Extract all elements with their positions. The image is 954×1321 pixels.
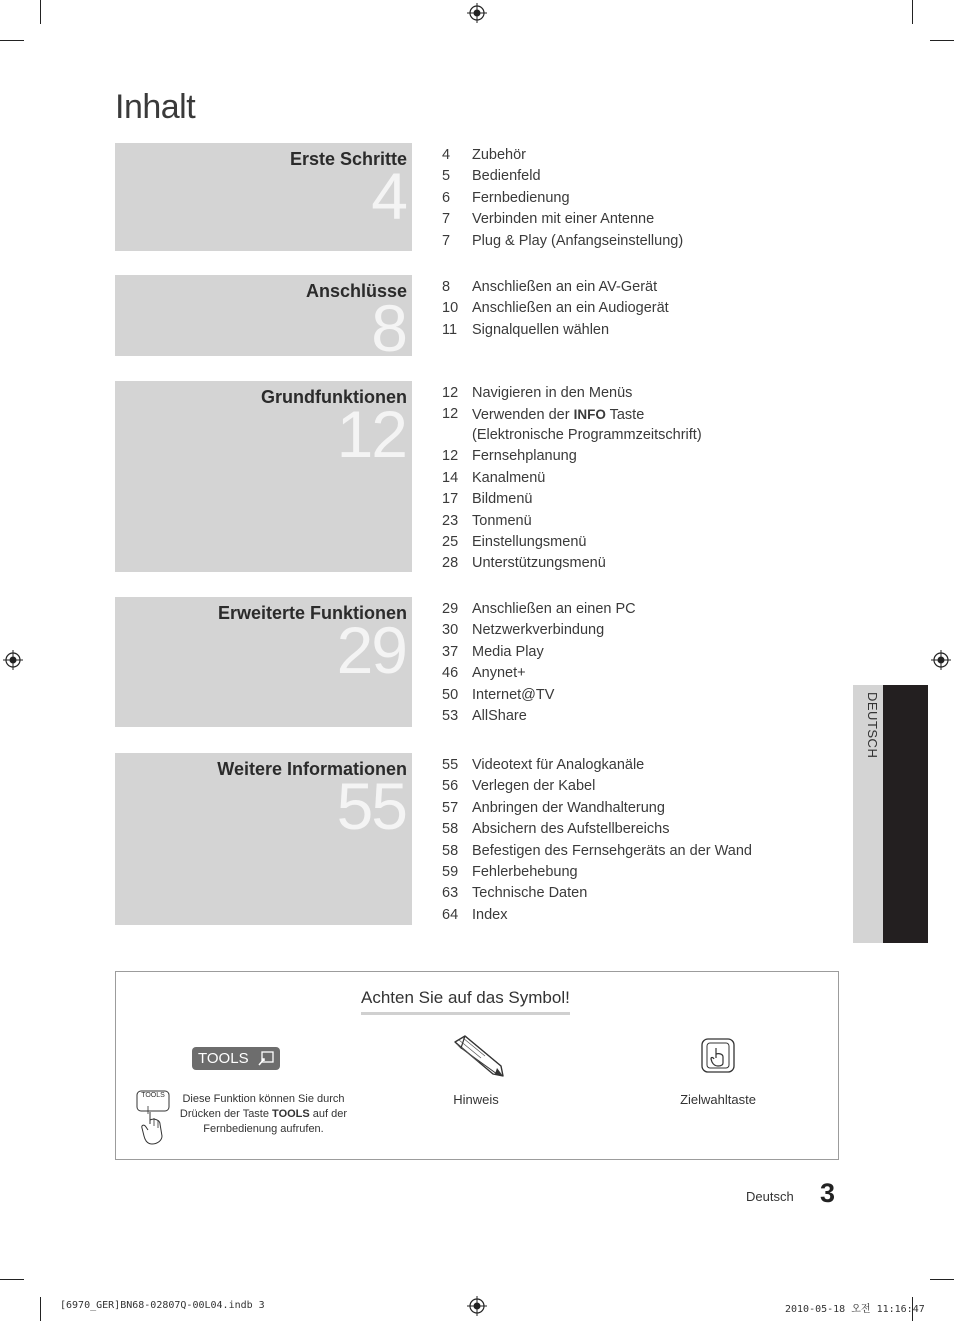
crop-mark bbox=[0, 40, 24, 41]
section-number: 12 bbox=[336, 397, 406, 471]
print-slug-left: [6970_GER]BN68-02807Q-00L04.indb 3 bbox=[60, 1300, 265, 1311]
toc-entry-text: Videotext für Analogkanäle bbox=[472, 757, 645, 773]
section-number: 29 bbox=[336, 613, 406, 687]
toc-page-number: 6 bbox=[442, 189, 451, 206]
toc-page-number: 58 bbox=[442, 821, 459, 838]
footer-page-number: 3 bbox=[820, 1178, 836, 1208]
crop-mark bbox=[930, 1279, 954, 1280]
toc-entry[interactable] bbox=[442, 862, 752, 883]
print-slug-right: 2010-05-18 오전 11:16:47 bbox=[785, 1304, 925, 1315]
tools-hand-icon bbox=[257, 1051, 275, 1066]
toc-page-number: 55 bbox=[442, 757, 459, 773]
toc-page-number: 10 bbox=[442, 300, 459, 317]
toc-entry-text: Anbringen der Wandhalterung bbox=[472, 799, 665, 816]
toc-entry-text: Verbinden mit einer Antenne bbox=[472, 211, 655, 228]
toc-page-number: 50 bbox=[442, 686, 459, 703]
toc-page-number: 12 bbox=[442, 406, 459, 423]
toc-entry-text: Plug & Play (Anfangseinstellung) bbox=[472, 232, 684, 249]
toc-page-number: 64 bbox=[442, 906, 459, 923]
toc-entry-text: Einstellungsmenü bbox=[472, 534, 587, 551]
toc-entry[interactable] bbox=[442, 532, 702, 553]
toc-entry[interactable] bbox=[442, 642, 636, 663]
one-touch-button-icon bbox=[701, 1038, 735, 1074]
toc-entry[interactable] bbox=[442, 166, 683, 187]
section-title: Anschlüsse bbox=[305, 281, 407, 301]
toc-entry[interactable] bbox=[442, 685, 636, 706]
footer-language: Deutsch bbox=[746, 1189, 794, 1204]
toc-page-number: 4 bbox=[442, 147, 451, 163]
toc-list-erweiterte-funktionen bbox=[442, 599, 636, 727]
toc-page-number: 12 bbox=[442, 448, 459, 465]
language-tab-label: DEUTSCH bbox=[865, 692, 880, 759]
toc-list-grundfunktionen bbox=[442, 383, 702, 575]
toc-page-number: 14 bbox=[442, 469, 459, 486]
toc-entry[interactable] bbox=[442, 446, 702, 467]
toc-entry-text: Unterstützungsmenü bbox=[472, 555, 606, 572]
toc-entry-text: Navigieren in den Menüs bbox=[472, 385, 633, 401]
toc-entry[interactable] bbox=[442, 404, 702, 446]
toc-entry-text: Netzwerkverbindung bbox=[472, 622, 605, 639]
toc-entry-text: Zubehör bbox=[472, 147, 527, 163]
section-title: Erste Schritte bbox=[289, 149, 407, 169]
toc-entry[interactable] bbox=[442, 599, 636, 620]
toc-entry-text: Kanalmenü bbox=[472, 469, 546, 486]
toc-entry[interactable] bbox=[442, 468, 702, 489]
toc-entry[interactable] bbox=[442, 277, 669, 298]
toc-entry-text: Media Play bbox=[472, 643, 544, 660]
registration-mark-icon bbox=[467, 3, 487, 23]
section-number: 55 bbox=[336, 769, 406, 843]
toc-page-number: 28 bbox=[442, 555, 459, 572]
toc-entry[interactable] bbox=[442, 383, 702, 404]
toc-entry-text: Befestigen des Fernsehgeräts an der Wand bbox=[472, 842, 752, 859]
toc-entry[interactable] bbox=[442, 841, 752, 862]
toc-entry[interactable] bbox=[442, 553, 702, 574]
symbol-legend-heading: Achten Sie auf das Symbol! bbox=[361, 988, 570, 1015]
toc-page-number: 57 bbox=[442, 799, 459, 816]
registration-mark-icon bbox=[3, 650, 23, 670]
toc-entry-text-part: Taste bbox=[605, 407, 645, 424]
language-tab-black bbox=[883, 685, 928, 943]
toc-entry-text: Bildmenü bbox=[472, 491, 533, 508]
page-title: Inhalt bbox=[115, 88, 196, 126]
tools-desc-line1: Diese Funktion können Sie durch bbox=[182, 1093, 345, 1105]
toc-page-number: 8 bbox=[442, 279, 451, 295]
toc-entry[interactable] bbox=[442, 145, 683, 166]
registration-mark-icon bbox=[467, 1296, 487, 1316]
section-number: 4 bbox=[371, 159, 406, 233]
toc-entry-text: Index bbox=[472, 906, 508, 923]
toc-page-number: 23 bbox=[442, 512, 459, 529]
toc-entry-text: Anynet+ bbox=[472, 665, 526, 682]
crop-mark bbox=[40, 0, 41, 24]
toc-page-number: 12 bbox=[442, 385, 459, 401]
toc-entry[interactable] bbox=[442, 905, 752, 926]
section-title: Erweiterte Funktionen bbox=[217, 603, 407, 623]
toc-entry-text: Anschließen an einen PC bbox=[472, 601, 636, 617]
tools-desc-line3: Fernbedienung aufrufen. bbox=[203, 1123, 324, 1135]
toc-entry[interactable] bbox=[442, 511, 702, 532]
tools-badge bbox=[192, 1047, 280, 1070]
toc-entry-text: Internet@TV bbox=[472, 686, 555, 703]
toc-entry-text: Tonmenü bbox=[472, 512, 532, 529]
toc-entry-text: Fehlerbehebung bbox=[472, 864, 578, 881]
toc-page-number: 53 bbox=[442, 708, 459, 725]
toc-page-number: 58 bbox=[442, 842, 459, 859]
crop-mark bbox=[40, 1297, 41, 1321]
toc-entry-text: Signalquellen wählen bbox=[472, 321, 610, 338]
section-box-erweiterte-funktionen bbox=[115, 597, 412, 727]
toc-entry-text: AllShare bbox=[472, 708, 527, 725]
toc-entry-text-line2: (Elektronische Programmzeitschrift) bbox=[472, 426, 702, 443]
toc-entry-text-part: Verwenden der bbox=[472, 407, 574, 424]
toc-page-number: 7 bbox=[442, 211, 451, 228]
toc-list-erste-schritte bbox=[442, 145, 683, 252]
toc-page-number: 46 bbox=[442, 665, 459, 682]
tools-desc-line2-bold: TOOLS bbox=[272, 1108, 310, 1120]
toc-page-number: 56 bbox=[442, 778, 459, 795]
section-box-weitere-informationen bbox=[115, 753, 412, 925]
tools-description bbox=[176, 1092, 351, 1137]
crop-mark bbox=[930, 40, 954, 41]
toc-entry[interactable] bbox=[442, 663, 636, 684]
toc-page-number: 30 bbox=[442, 622, 459, 639]
toc-entry-text: Technische Daten bbox=[472, 885, 588, 902]
toc-page-number: 59 bbox=[442, 864, 459, 881]
tools-badge-label: TOOLS bbox=[198, 1050, 249, 1067]
registration-mark-icon bbox=[931, 650, 951, 670]
section-title: Weitere Informationen bbox=[217, 759, 407, 779]
symbol-legend-box bbox=[115, 971, 839, 1160]
toc-entry-text: Anschließen an ein AV-Gerät bbox=[472, 279, 658, 295]
toc-page-number: 7 bbox=[442, 232, 451, 249]
pencil-note-icon bbox=[451, 1034, 505, 1078]
toc-entry[interactable] bbox=[442, 231, 683, 252]
toc-entry[interactable] bbox=[442, 188, 683, 209]
toc-entry[interactable] bbox=[442, 620, 636, 641]
toc-entry-text: Fernsehplanung bbox=[472, 448, 577, 465]
toc-entry[interactable] bbox=[442, 489, 702, 510]
remote-tools-button-label: TOOLS bbox=[141, 1092, 165, 1099]
tools-desc-line2-post: auf der bbox=[309, 1108, 348, 1120]
crop-mark bbox=[912, 0, 913, 24]
one-touch-button-caption: Zielwahltaste bbox=[680, 1092, 756, 1107]
toc-entry-text: Absichern des Aufstellbereichs bbox=[472, 821, 670, 838]
toc-entry[interactable] bbox=[442, 298, 669, 319]
toc-entry[interactable] bbox=[442, 755, 752, 776]
toc-entry-text: Bedienfeld bbox=[472, 168, 541, 185]
section-title: Grundfunktionen bbox=[261, 387, 407, 407]
toc-page-number: 25 bbox=[442, 534, 459, 551]
toc-page-number: 37 bbox=[442, 643, 459, 660]
toc-entry[interactable] bbox=[442, 819, 752, 840]
note-icon-caption: Hinweis bbox=[453, 1092, 499, 1107]
toc-page-number: 63 bbox=[442, 885, 459, 902]
toc-entry-text: Verlegen der Kabel bbox=[472, 778, 596, 795]
toc-page-number: 5 bbox=[442, 168, 451, 185]
toc-list-weitere-informationen bbox=[442, 755, 752, 926]
toc-entry[interactable] bbox=[442, 776, 752, 797]
toc-entry[interactable] bbox=[442, 883, 752, 904]
tools-desc-line2-pre: Drücken der Taste bbox=[179, 1108, 273, 1120]
section-box-anschluesse bbox=[115, 275, 412, 365]
toc-entry-text: Anschließen an ein Audiogerät bbox=[472, 300, 669, 317]
section-box-grundfunktionen bbox=[115, 381, 412, 572]
toc-entry-text: Fernbedienung bbox=[472, 189, 570, 206]
toc-entry[interactable] bbox=[442, 320, 669, 341]
section-box-erste-schritte bbox=[115, 143, 412, 251]
toc-list-anschluesse bbox=[442, 277, 669, 341]
toc-entry[interactable] bbox=[442, 209, 683, 230]
info-key-label: INFO bbox=[573, 407, 606, 423]
toc-page-number: 17 bbox=[442, 491, 459, 508]
toc-entry[interactable] bbox=[442, 798, 752, 819]
toc-page-number: 11 bbox=[442, 321, 458, 338]
toc-entry-text bbox=[472, 405, 702, 445]
toc-page-number: 29 bbox=[442, 601, 459, 617]
toc-entry[interactable] bbox=[442, 706, 636, 727]
crop-mark bbox=[0, 1279, 24, 1280]
section-number: 8 bbox=[371, 291, 406, 365]
